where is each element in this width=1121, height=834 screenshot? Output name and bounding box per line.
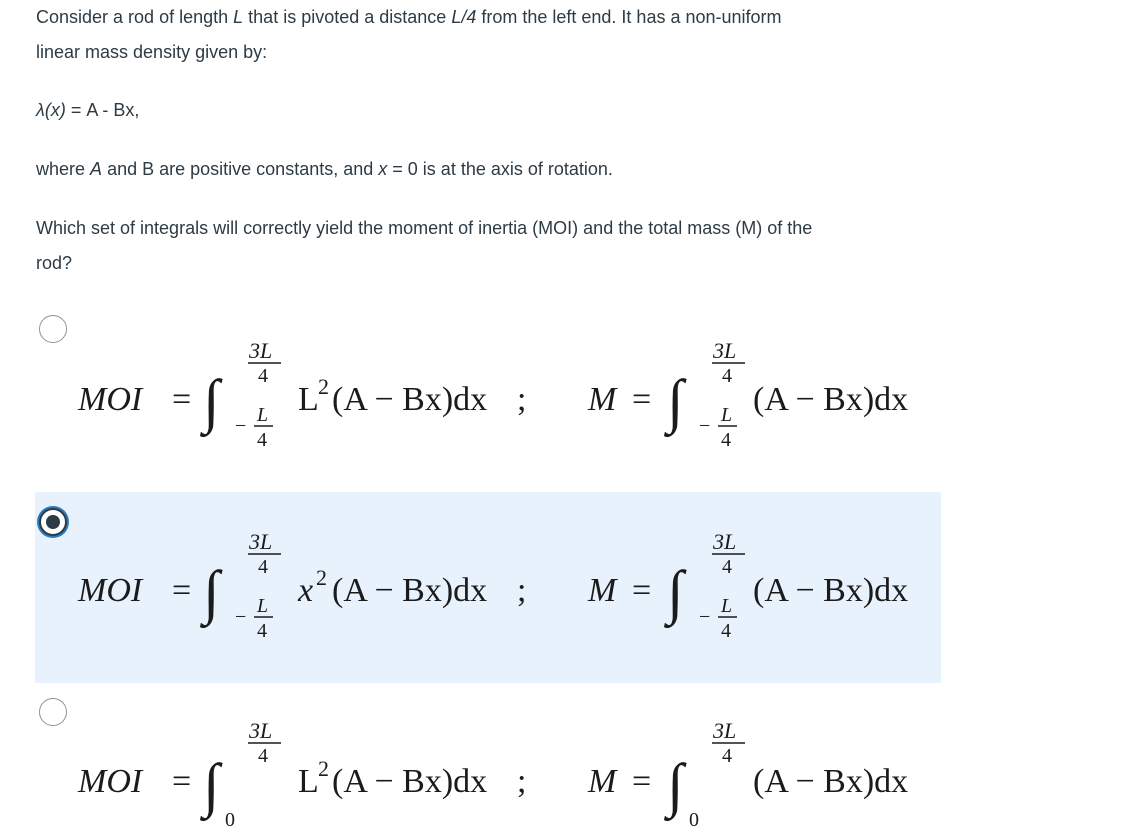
integrand-body: (A − Bx)dx — [332, 381, 488, 418]
integrand-variable: L — [298, 763, 319, 800]
lower-limit-denominator: 4 — [257, 429, 267, 451]
upper-limit-numerator: 3L — [249, 338, 273, 363]
moi-label: MOI — [78, 381, 143, 418]
lower-limit-numerator: L — [721, 595, 733, 617]
upper-limit-denominator: 4 — [258, 365, 268, 387]
question-text: that is pivoted a distance — [248, 7, 447, 27]
integral-sign: ∫ — [203, 752, 220, 818]
option-3-formula — [35, 684, 941, 834]
question-text: = 0 is at the axis of rotation. — [392, 159, 613, 179]
integral-sign: ∫ — [203, 368, 220, 434]
option-2-formula — [35, 492, 941, 683]
upper-limit-numerator: 3L — [713, 338, 737, 363]
moi-label: MOI — [78, 763, 143, 800]
question-text: linear mass density given by: — [36, 42, 268, 62]
constant-a: A — [90, 159, 103, 179]
lower-limit-numerator: L — [721, 404, 733, 426]
question-text: rod? — [36, 253, 73, 273]
lower-limit-minus: − — [699, 415, 711, 437]
integrand-body: (A − Bx)dx — [753, 763, 909, 800]
lower-limit: 0 — [689, 809, 699, 831]
density-formula — [36, 93, 936, 128]
equals-sign: = — [172, 763, 192, 800]
upper-limit-denominator: 4 — [258, 745, 268, 767]
variable-x: x — [378, 159, 388, 179]
upper-limit-numerator: 3L — [713, 718, 737, 743]
option-1-formula — [35, 300, 941, 485]
answer-option-3[interactable] — [35, 684, 941, 834]
exponent: 2 — [316, 565, 327, 590]
pivot-distance: L/4 — [451, 7, 477, 27]
upper-limit-denominator: 4 — [722, 745, 732, 767]
length-symbol: L — [233, 7, 244, 27]
lower-limit-numerator: L — [257, 595, 269, 617]
question-text: from the left end. It has a non-uniform — [481, 7, 782, 27]
upper-limit-numerator: 3L — [249, 529, 273, 554]
answer-option-1[interactable] — [35, 300, 941, 485]
equals-sign: = — [172, 381, 192, 418]
question-text: Consider a rod of length — [36, 7, 229, 27]
integrand-variable: x — [298, 572, 314, 609]
lower-limit-minus: − — [699, 606, 711, 628]
upper-limit-denominator: 4 — [722, 365, 732, 387]
integrand-body: (A − Bx)dx — [332, 763, 488, 800]
equals-sign: = — [172, 572, 192, 609]
exponent: 2 — [318, 374, 329, 399]
question-paragraph-2 — [36, 152, 936, 187]
question-text: where — [36, 159, 86, 179]
question-text: Which set of integrals will correctly yield the moment of inertia (MOI) and the total mass (M) of the — [36, 218, 813, 238]
question-prompt — [36, 211, 936, 281]
upper-limit-denominator: 4 — [722, 556, 732, 578]
answer-option-2[interactable] — [35, 492, 941, 683]
lower-limit: 0 — [225, 809, 235, 831]
integrand-body: (A − Bx)dx — [753, 572, 909, 609]
mass-label: M — [588, 572, 617, 609]
question-paragraph-1 — [36, 0, 936, 70]
integrand-body: (A − Bx)dx — [332, 572, 488, 609]
equals-sign: = — [632, 381, 652, 418]
lower-limit-denominator: 4 — [721, 620, 731, 642]
integrand-body: (A − Bx)dx — [753, 381, 909, 418]
upper-limit-denominator: 4 — [258, 556, 268, 578]
integral-sign: ∫ — [667, 559, 684, 625]
integral-sign: ∫ — [667, 752, 684, 818]
equals-sign: = — [632, 572, 652, 609]
upper-limit-numerator: 3L — [249, 718, 273, 743]
lower-limit-minus: − — [235, 606, 247, 628]
upper-limit-numerator: 3L — [713, 529, 737, 554]
semicolon: ; — [517, 763, 527, 800]
equals-sign: = — [632, 763, 652, 800]
integrand-variable: L — [298, 381, 319, 418]
integral-sign: ∫ — [667, 368, 684, 434]
moi-label: MOI — [78, 572, 143, 609]
mass-label: M — [588, 381, 617, 418]
lower-limit-numerator: L — [257, 404, 269, 426]
semicolon: ; — [517, 572, 527, 609]
density-lambda: λ(x) — [36, 100, 66, 120]
semicolon: ; — [517, 381, 527, 418]
mass-label: M — [588, 763, 617, 800]
integral-sign: ∫ — [203, 559, 220, 625]
lower-limit-denominator: 4 — [721, 429, 731, 451]
density-expression: = A - Bx, — [70, 100, 140, 120]
question-text: and B are positive constants, and — [107, 159, 374, 179]
lower-limit-denominator: 4 — [257, 620, 267, 642]
lower-limit-minus: − — [235, 415, 247, 437]
exponent: 2 — [318, 756, 329, 781]
